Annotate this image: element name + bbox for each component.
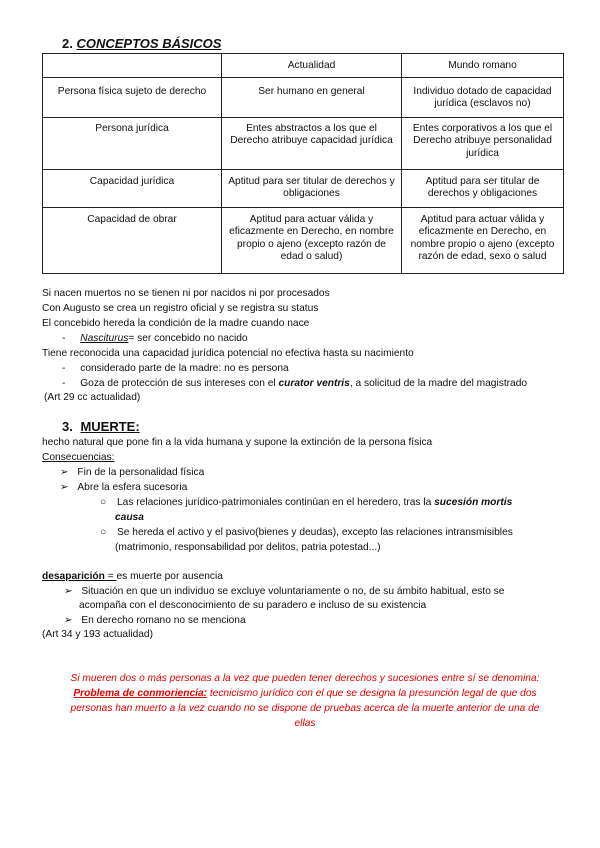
sub-list-item bbox=[100, 497, 512, 509]
note-text: , a solicitud de la madre del magistrado bbox=[349, 378, 528, 389]
note-line bbox=[62, 363, 289, 375]
desaparicion-block bbox=[42, 571, 572, 641]
muerte-definition: hecho natural que pone fin a la vida humana y supone la extinción de la persona física bbox=[42, 437, 433, 448]
note-line bbox=[62, 333, 248, 345]
section-2-heading bbox=[62, 36, 221, 51]
conmoriencia-line: personas han muerto a la vez cuando no se dispone de pruebas acerca de la muerte anterior de una de bbox=[70, 703, 540, 714]
list-item-text: (matrimonio, responsabilidad por delitos, patria potestad...) bbox=[115, 542, 381, 553]
arrow-bullet-icon: ➢ bbox=[60, 482, 69, 493]
desaparicion-definition bbox=[42, 571, 223, 583]
desaparicion-term: desaparición bbox=[42, 571, 105, 582]
note-text: Goza de protección de sus intereses con el bbox=[80, 378, 279, 389]
consecuencias-label: Consecuencias: bbox=[42, 452, 115, 463]
note-line: Con Augusto se crea un registro oficial y se registra su status bbox=[42, 303, 319, 314]
desaparicion-text: es muerte por ausencia bbox=[116, 571, 223, 582]
sucesion-mortis-term-cont: causa bbox=[115, 512, 144, 523]
list-item-text: Fin de la personalidad física bbox=[77, 467, 205, 478]
section-2-title: CONCEPTOS BÁSICOS bbox=[76, 36, 222, 51]
table-header-cell: Mundo romano bbox=[402, 54, 564, 78]
note-line: Tiene reconocida una capacidad jurídica potencial no efectiva hasta su nacimiento bbox=[42, 348, 414, 359]
muerte-block bbox=[42, 437, 572, 557]
arrow-bullet-icon: ➢ bbox=[60, 467, 69, 478]
table-cell: Aptitud para actuar válida y eficazmente en Derecho, en nombre propio o ajeno (excepto razón de edad, sexo o salud bbox=[402, 208, 564, 274]
desaparicion-ref: (Art 34 y 193 actualidad) bbox=[42, 629, 153, 640]
table-cell: Ser humano en general bbox=[222, 78, 402, 118]
conmoriencia-text: tecnicismo jurídico con el que se designa la presunción legal de que dos bbox=[207, 688, 537, 699]
list-item-text: En derecho romano no se menciona bbox=[81, 615, 246, 626]
arrow-bullet-icon: ➢ bbox=[64, 586, 73, 597]
nasciturus-definition: = ser concebido no nacido bbox=[128, 333, 248, 344]
list-item bbox=[60, 467, 204, 479]
note-line: Si nacen muertos no se tienen ni por nacidos ni por procesados bbox=[42, 288, 330, 299]
list-item bbox=[60, 482, 187, 494]
circle-bullet-icon: ○ bbox=[100, 527, 107, 538]
table-cell: Persona física sujeto de derecho bbox=[43, 78, 222, 118]
list-item bbox=[64, 586, 504, 598]
table-cell: Capacidad jurídica bbox=[43, 170, 222, 208]
section-2-number: 2. bbox=[62, 36, 73, 51]
table-header-cell bbox=[43, 54, 222, 78]
dash-bullet: - bbox=[62, 378, 66, 389]
conmoriencia-line: Si mueren dos o más personas a la vez que pueden tener derechos y sucesiones entre sí se denomina: bbox=[70, 673, 540, 684]
note-line: (Art 29 cc actualidad) bbox=[44, 392, 141, 403]
note-line: El concebido hereda la condición de la madre cuando nace bbox=[42, 318, 310, 329]
table-row bbox=[43, 208, 564, 274]
list-item-text: Abre la esfera sucesoria bbox=[77, 482, 188, 493]
table-cell: Capacidad de obrar bbox=[43, 208, 222, 274]
table-cell: Aptitud para ser titular de derechos y obligaciones bbox=[222, 170, 402, 208]
list-item-text: Se hereda el activo y el pasivo(bienes y deudas), excepto las relaciones intransmisibles bbox=[117, 527, 513, 538]
curator-ventris-term: curator ventris bbox=[278, 378, 350, 389]
section-3-number: 3. bbox=[62, 419, 73, 434]
dash-bullet: - bbox=[62, 363, 66, 374]
equals-sign: = bbox=[104, 571, 117, 582]
table-cell: Persona jurídica bbox=[43, 118, 222, 170]
list-item-text: Las relaciones jurídico-patrimoniales continúan en el heredero, tras la bbox=[117, 497, 435, 508]
list-item-text: Situación en que un individuo se excluye voluntariamente o no, de su ámbito habitual, esto se bbox=[81, 586, 505, 597]
table-row bbox=[43, 118, 564, 170]
arrow-bullet-icon: ➢ bbox=[64, 615, 73, 626]
conmoriencia-line bbox=[40, 686, 570, 701]
table-cell: Individuo dotado de capacidad jurídica (esclavos no) bbox=[402, 78, 564, 118]
section-3-heading bbox=[62, 419, 140, 434]
circle-bullet-icon: ○ bbox=[100, 497, 107, 508]
dash-bullet: - bbox=[62, 333, 66, 344]
table-cell: Entes corporativos a los que el Derecho atribuye personalidad jurídica bbox=[402, 118, 564, 170]
sucesion-mortis-term: sucesión mortis bbox=[434, 497, 513, 508]
conmoriencia-line: ellas bbox=[294, 718, 316, 729]
list-item bbox=[64, 615, 246, 627]
note-line bbox=[62, 378, 527, 390]
sub-list-item bbox=[100, 527, 513, 539]
concepts-table bbox=[42, 53, 564, 274]
table-cell: Entes abstractos a los que el Derecho atribuye capacidad jurídica bbox=[222, 118, 402, 170]
section-3-title: MUERTE: bbox=[80, 419, 140, 434]
nasciturus-term: Nasciturus bbox=[80, 333, 129, 344]
list-item-text: acompaña con el desconocimiento de su paradero e incluso de su existencia bbox=[79, 600, 427, 611]
table-header-row bbox=[43, 54, 564, 78]
conmoriencia-term: Problema de conmoriencia: bbox=[73, 688, 207, 699]
table-header-cell: Actualidad bbox=[222, 54, 402, 78]
table-cell: Aptitud para actuar válida y eficazmente en Derecho, en nombre propio o ajeno (excepto razón de edad o salud) bbox=[222, 208, 402, 274]
conmoriencia-block bbox=[40, 671, 570, 731]
note-text: considerado parte de la madre: no es persona bbox=[80, 363, 289, 374]
table-cell: Aptitud para ser titular de derechos y obligaciones bbox=[402, 170, 564, 208]
table-row bbox=[43, 78, 564, 118]
table-row bbox=[43, 170, 564, 208]
